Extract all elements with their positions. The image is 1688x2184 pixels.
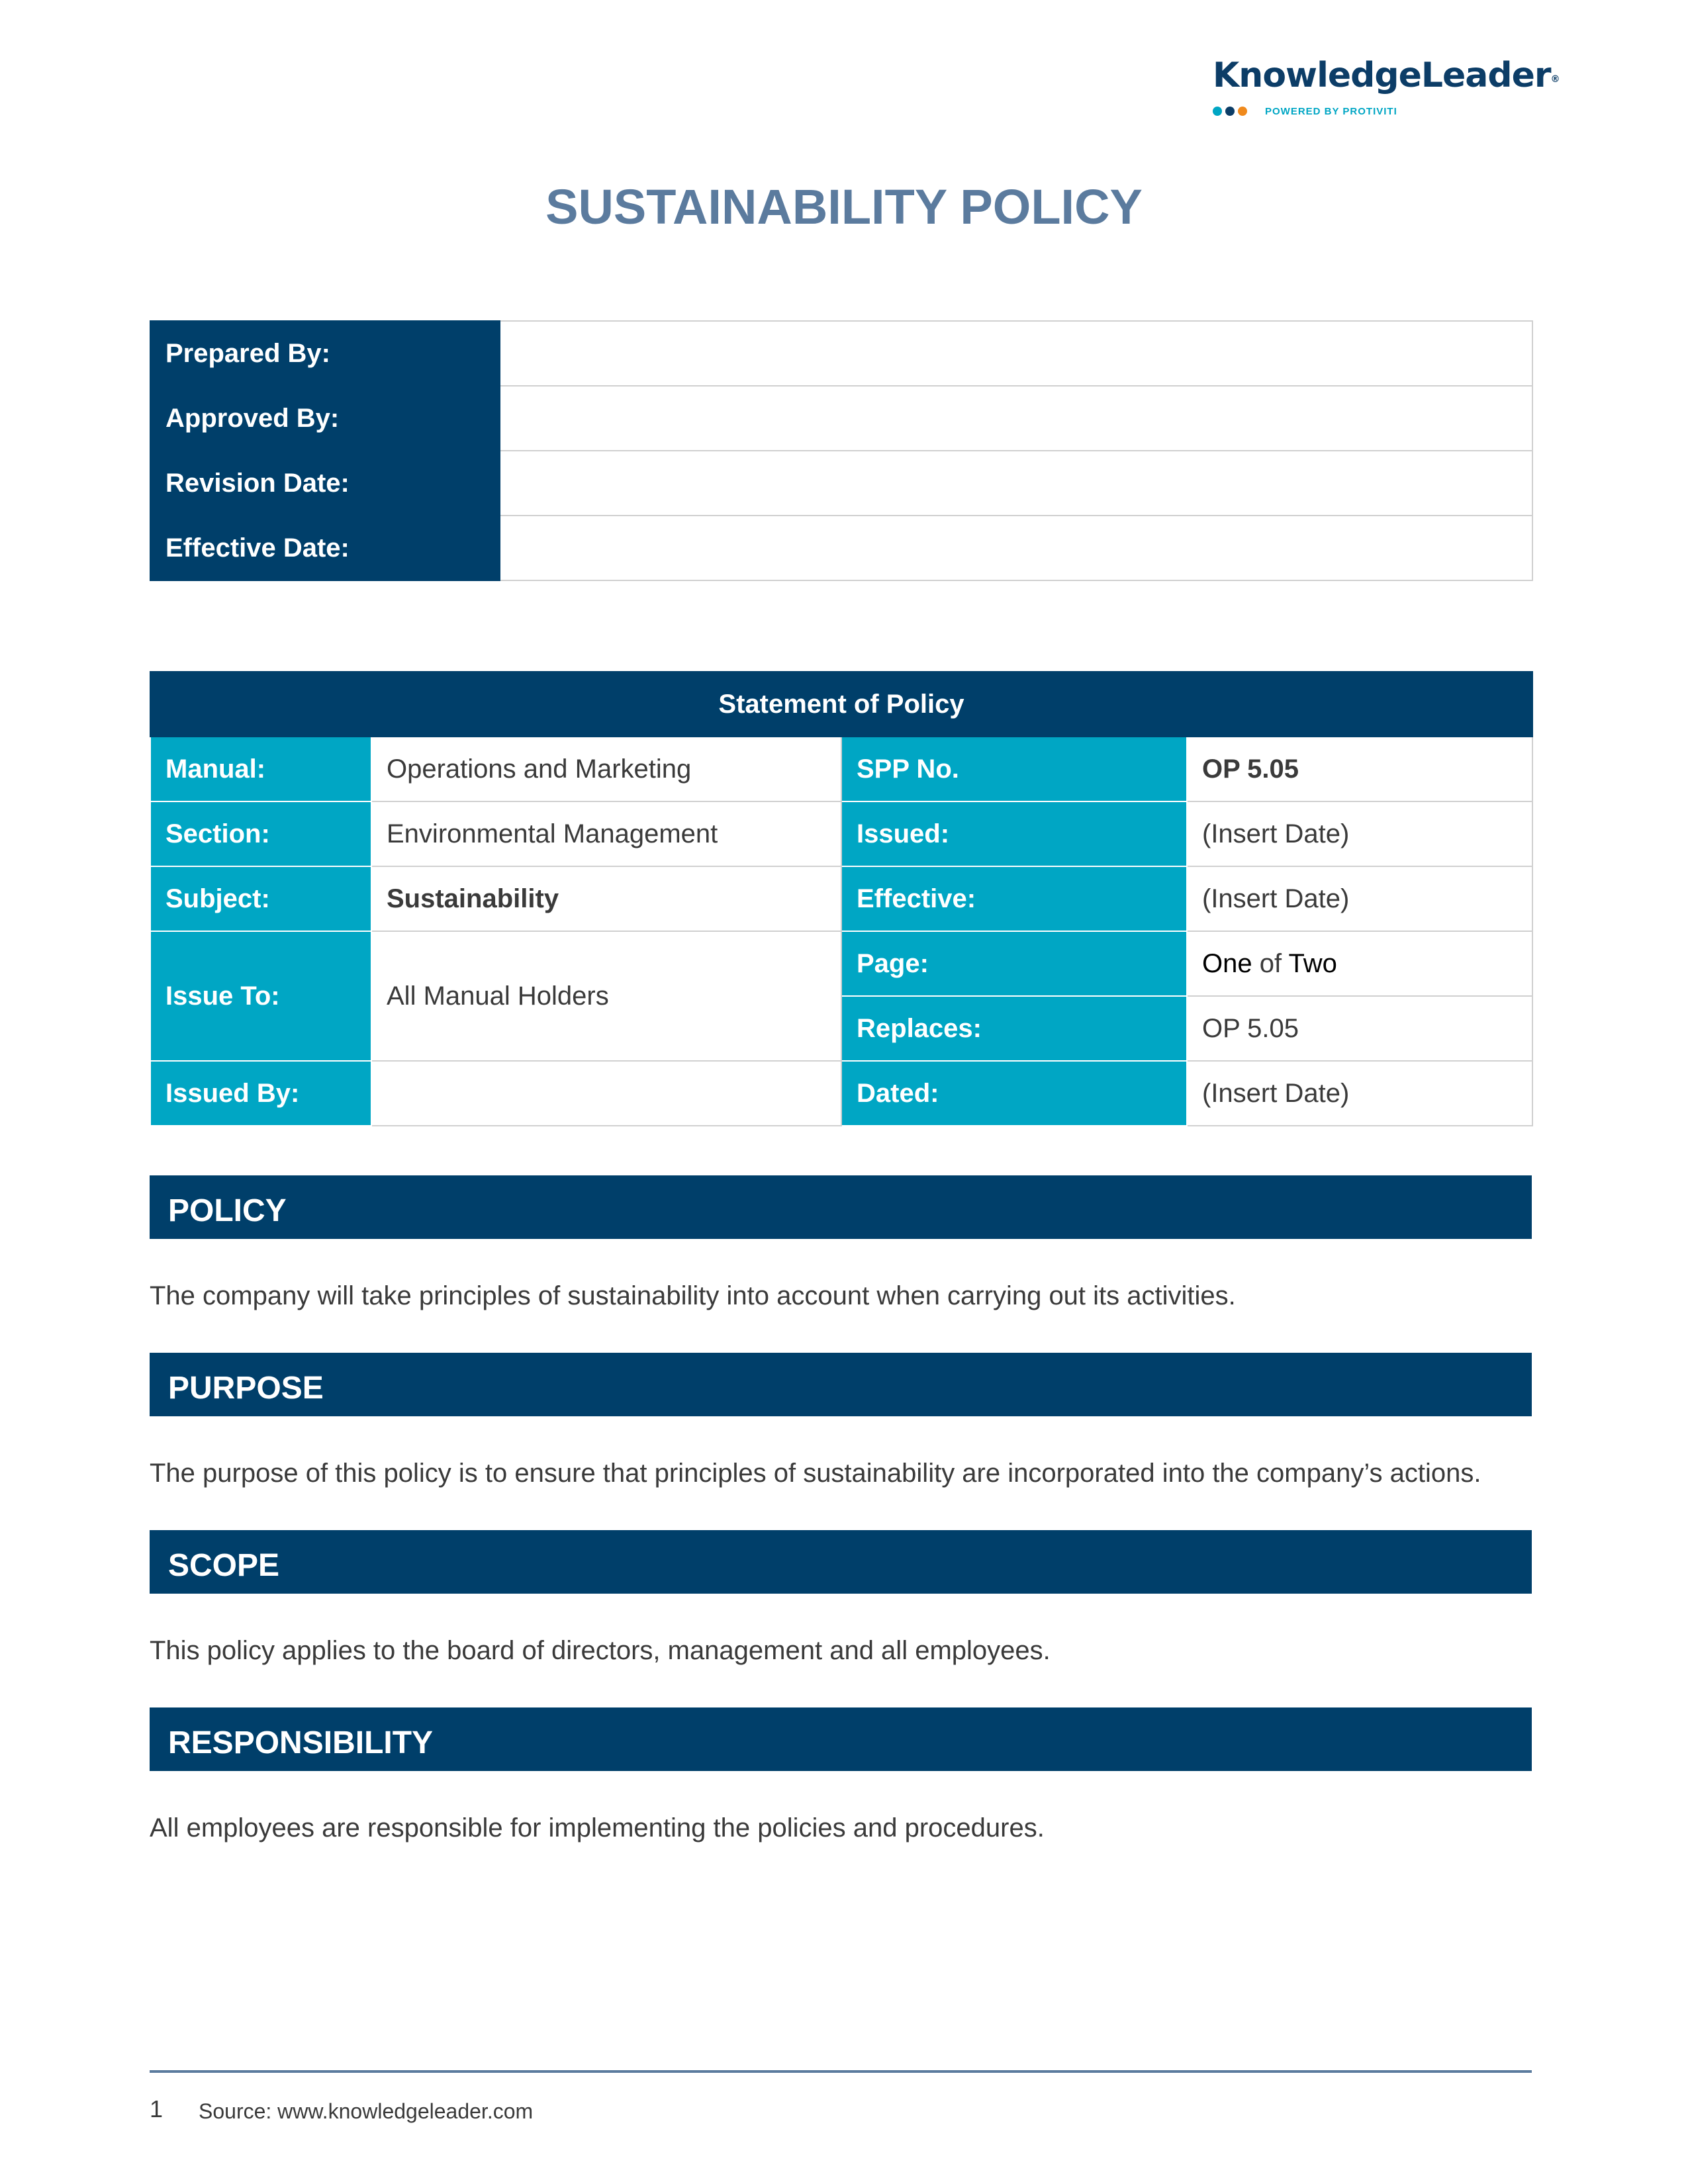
issue-to-label: Issue To: (150, 931, 371, 1061)
page-value-b: Two (1288, 948, 1337, 978)
responsibility-text: All employees are responsible for implementing the policies and procedures. (150, 1813, 1045, 1843)
statement-heading: Statement of Policy (150, 672, 1532, 737)
dated-value: (Insert Date) (1187, 1061, 1532, 1126)
policy-section-header (150, 1175, 1532, 1239)
effective-date-field[interactable] (500, 516, 1532, 580)
table-row (150, 451, 1532, 516)
section-title: POLICY (168, 1193, 287, 1228)
table-row (150, 672, 1532, 737)
issued-value: (Insert Date) (1187, 801, 1532, 866)
section-title: RESPONSIBILITY (168, 1725, 434, 1760)
effective-label: Effective: (841, 866, 1187, 931)
replaces-label: Replaces: (841, 996, 1187, 1061)
table-row (150, 931, 1532, 996)
effective-date-label: Effective Date: (150, 516, 500, 580)
registered-mark: ® (1550, 74, 1560, 85)
section-value: Environmental Management (371, 801, 841, 866)
scope-text: This policy applies to the board of directors, management and all employees. (150, 1636, 1051, 1665)
prepared-by-field[interactable] (500, 321, 1532, 386)
prepared-by-label: Prepared By: (150, 321, 500, 386)
spp-no-value (1187, 737, 1532, 801)
knowledgeleader-logo (1213, 56, 1560, 122)
page-value-of: of (1259, 948, 1282, 978)
purpose-text: The purpose of this policy is to ensure that principles of sustainability are incorporated into the company’s actions. (150, 1459, 1481, 1488)
subject-text: Sustainability (387, 884, 559, 913)
scope-section-header (150, 1530, 1532, 1594)
logo-dot-icon (1238, 107, 1247, 116)
table-row (150, 321, 1532, 386)
approved-by-field[interactable] (500, 386, 1532, 451)
issue-to-value: All Manual Holders (371, 931, 841, 1061)
dated-label: Dated: (841, 1061, 1187, 1126)
section-title: PURPOSE (168, 1371, 324, 1406)
approval-table (150, 320, 1533, 581)
table-row (150, 516, 1532, 580)
statement-of-policy-table (150, 671, 1533, 1126)
footer-divider (150, 2070, 1532, 2073)
revision-date-field[interactable] (500, 451, 1532, 516)
manual-value: Operations and Marketing (371, 737, 841, 801)
page-number: 1 (150, 2095, 164, 2122)
issued-label: Issued: (841, 801, 1187, 866)
table-row (150, 1061, 1532, 1126)
policy-text: The company will take principles of sustainability into account when carrying out its activities. (150, 1281, 1236, 1310)
logo-tagline: POWERED BY PROTIVITI (1265, 105, 1397, 117)
logo-name: KnowledgeLeader (1213, 56, 1551, 95)
document-title: SUSTAINABILITY POLICY (545, 179, 1143, 234)
logo-tagline-row (1213, 103, 1397, 119)
subject-label: Subject: (150, 866, 371, 931)
page-label: Page: (841, 931, 1187, 996)
logo-dot-icon (1225, 107, 1235, 116)
page-value-a: One (1202, 948, 1252, 978)
table-row (150, 386, 1532, 451)
manual-label: Manual: (150, 737, 371, 801)
issued-by-label: Issued By: (150, 1061, 371, 1126)
table-row (150, 866, 1532, 931)
approved-by-label: Approved By: (150, 386, 500, 451)
table-row (150, 737, 1532, 801)
table-row (150, 801, 1532, 866)
source-link[interactable]: Source: www.knowledgeleader.com (199, 2099, 534, 2123)
issued-by-value[interactable] (371, 1061, 841, 1126)
spp-no-text: OP 5.05 (1202, 754, 1299, 784)
logo-dot-icon (1213, 107, 1222, 116)
purpose-section-header (150, 1353, 1532, 1416)
page-value (1187, 931, 1532, 996)
section-title: SCOPE (168, 1548, 280, 1583)
section-label: Section: (150, 801, 371, 866)
responsibility-section-header (150, 1707, 1532, 1771)
spp-no-label: SPP No. (841, 737, 1187, 801)
effective-value: (Insert Date) (1187, 866, 1532, 931)
subject-value (371, 866, 841, 931)
revision-date-label: Revision Date: (150, 451, 500, 516)
replaces-value: OP 5.05 (1187, 996, 1532, 1061)
